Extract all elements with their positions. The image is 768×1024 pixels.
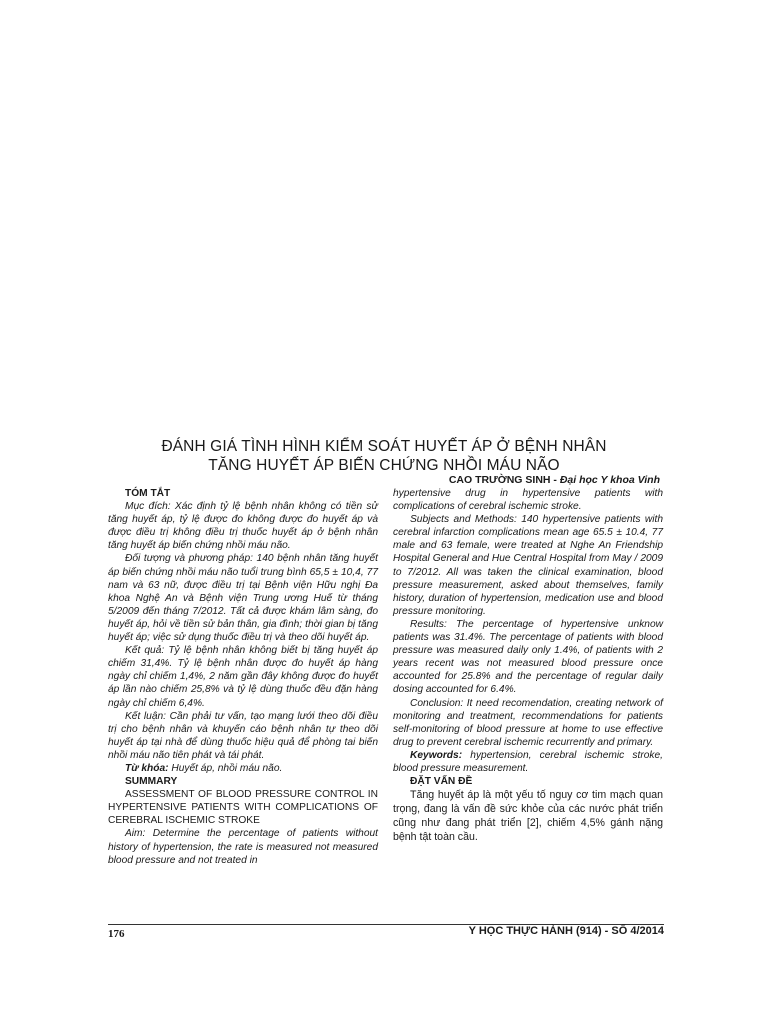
summary-heading: SUMMARY xyxy=(125,776,178,788)
title-line-2: TĂNG HUYẾT ÁP BIẾN CHỨNG NHỒI MÁU NÃO xyxy=(208,457,560,474)
author-separator: - xyxy=(550,474,560,486)
keywords-vi xyxy=(108,762,378,775)
article-title xyxy=(100,437,668,475)
abstract-methods-vi: Đối tượng và phương pháp: 140 bệnh nhân tăng huyết áp biến chứng nhồi máu não tuổi trung bình 65,5 ± 10,4, 77 nam và 63 nữ, được điều trị tại Bệnh viện Hữu nghị Đa khoa Nghệ An và Bệnh viện Trung ương Huế từ tháng 5/2009 đến tháng 7/2012. Tất cả được khám lâm sàng, đo huyết áp, hỏi về tiền sử bản thân, gia đình; thời gian bị tăng huyết áp; việc sử dụng thuốc điều trị và theo dõi huyết áp. xyxy=(108,553,378,644)
author-name: CAO TRƯỜNG SINH xyxy=(448,474,551,486)
right-column xyxy=(393,487,663,844)
keywords-vi-label: Từ khóa: xyxy=(125,762,169,774)
page-number: 176 xyxy=(108,928,125,940)
abstract-methods-en: Subjects and Methods: 140 hypertensive patients with cerebral infarction complications mean age 65.5 ± 10.4, 77 male and 63 female, were treated at Nghe An Friendship Hospital General and Hue Central Hospital from May / 2009 to 7/2012. All was taken the clinical examination, blood pressure measurement, asked about themselves, family history, duration of hypertension, medication use and blood pressure monitoring. xyxy=(393,514,663,617)
abstract-results-vi: Kết quả: Tỷ lệ bệnh nhân không biết bị tăng huyết áp chiếm 31,4%. Tỷ lệ bệnh nhân được đo huyết áp hàng ngày chỉ chiếm 1,4%, 2 năm gần đây không được đo huyết áp lần nào chiếm 25,8% và tỷ lệ dùng thuốc đều đặn hàng ngày chỉ chiếm 6,4%. xyxy=(108,645,378,709)
keywords-en-label: Keywords: xyxy=(410,749,463,761)
summary-title-en: ASSESSMENT OF BLOOD PRESSURE CONTROL IN HYPERTENSIVE PATIENTS WITH COMPLICATIONS OF CEREBRAL ISCHEMIC STROKE xyxy=(108,789,378,827)
abstract-conclusion-en: Conclusion: It need recomendation, creating network of monitoring and treatment, recommendations for patients self-monitoring of blood pressure at home to use effective drug to prevent cerebral ischemic recurrently and primary. xyxy=(393,697,663,748)
keywords-en-text: hypertension, cerebral ischemic stroke, blood pressure measurement. xyxy=(393,749,663,774)
introduction-paragraph: Tăng huyết áp là một yếu tố nguy cơ tim mạch quan trọng, đang là vấn đề sức khỏe của các nước phát triển cũng như đang phát triển [2], chiếm 4,5% gánh nặng bệnh tật toàn cầu. xyxy=(393,789,663,844)
keywords-vi-text: Huyết áp, nhồi máu não. xyxy=(168,762,283,774)
abstract-heading-vi: TÓM TẮT xyxy=(125,488,171,499)
abstract-aim-en-continued: hypertensive drug in hypertensive patients with complications of cerebral ischemic stroke. xyxy=(393,488,663,513)
title-line-1: ĐÁNH GIÁ TÌNH HÌNH KIỂM SOÁT HUYẾT ÁP Ở BỆNH NHÂN xyxy=(161,438,607,455)
author-line xyxy=(449,474,660,486)
abstract-aim-en: Aim: Determine the percentage of patients without history of hypertension, the rate is measured not measured blood pressure and not treated in xyxy=(108,828,378,866)
abstract-aim-vi: Mục đích: Xác định tỷ lệ bệnh nhân không có tiền sử tăng huyết áp, tỷ lệ được đo không được đo huyết áp và được điều trị không điều trị thuốc huyết áp ở bệnh nhân tăng huyết áp biến chứng nhồi máu não. xyxy=(108,501,378,552)
keywords-en xyxy=(393,749,663,775)
abstract-conclusion-vi: Kết luận: Cần phải tư vấn, tạo mạng lưới theo dõi điều trị cho bệnh nhân và khuyến cáo bệnh nhân tự theo dõi huyết áp tại nhà để dùng thuốc hiệu quả để phòng tai biến nhồi máu não tiên phát và tái phát. xyxy=(108,710,378,761)
author-affiliation: Đại học Y khoa Vinh xyxy=(559,474,660,486)
introduction-heading: ĐẶT VẤN ĐỀ xyxy=(410,776,473,788)
journal-issue: Y HỌC THỰC HÀNH (914) - SỐ 4/2014 xyxy=(468,925,664,937)
left-column xyxy=(108,487,378,867)
abstract-results-en: Results: The percentage of hypertensive unknow patients was 31.4%. The percentage of patients with blood pressure was measured daily only 1.4%, of patients with 2 years recent was not measured blood pressure once accounted for 25.8% and the percentage of regular daily dosing accounted for 6.4%. xyxy=(393,618,663,696)
